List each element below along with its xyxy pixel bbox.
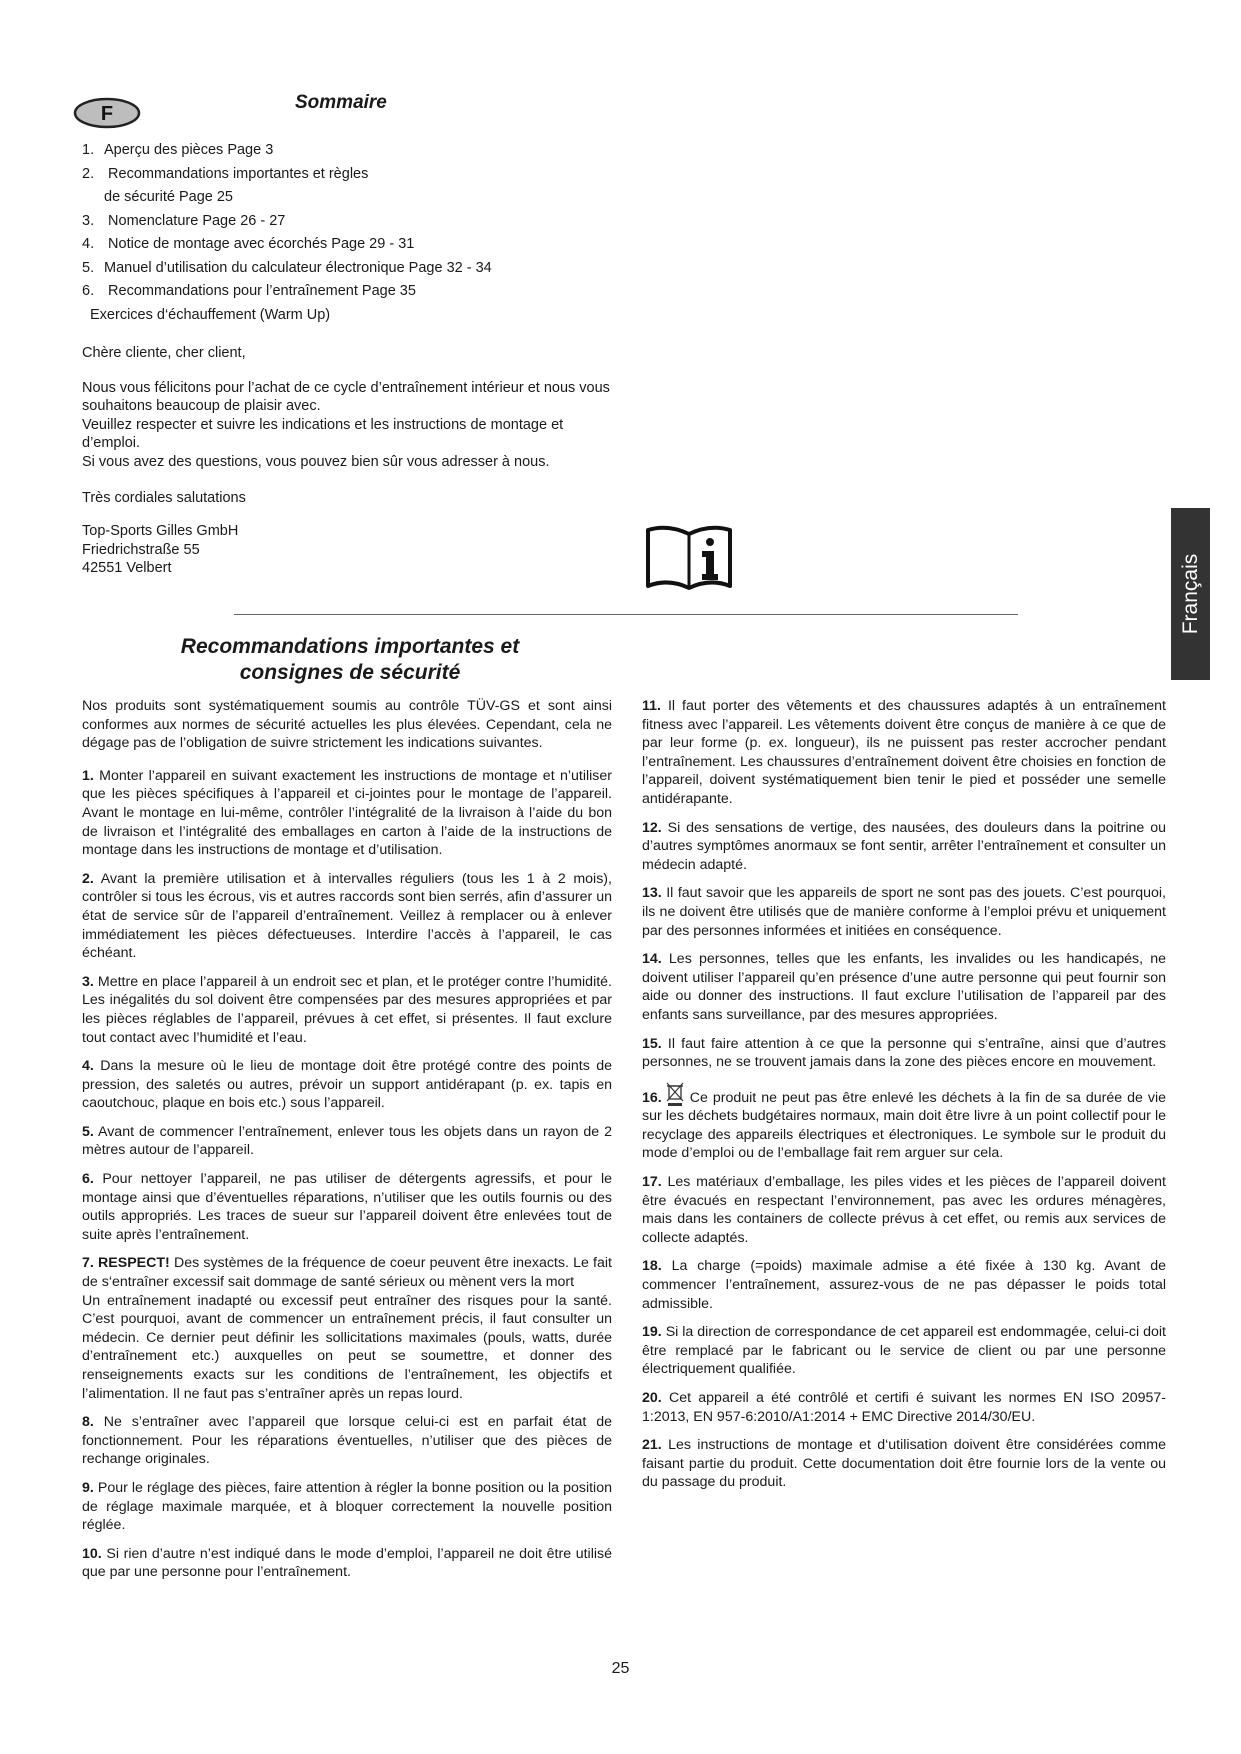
- safety-item-5: 5. Avant de commencer l’entraînement, enlever tous les objets dans un rayon de 2 mètres autour de l’appareil.: [82, 1123, 612, 1159]
- safety-item-10: 10. Si rien d’autre n’est indiqué dans le mode d’emploi, l’appareil ne doit être utilisé que par une personne pour l’entraînement.: [82, 1545, 612, 1581]
- safety-item-21: 21. Les instructions de montage et d‘utilisation doivent être considérées comme faisant partie du produit. Cette documentation doit être fournie lors de la vente ou du passage du produit.: [642, 1437, 1166, 1491]
- intro-letter: [82, 344, 612, 508]
- toc-item: 6. Recommandations pour l’entraînement Page 35: [82, 283, 416, 299]
- safety-item-8: 8. Ne s’entraîner avec l’appareil que lorsque celui-ci est en parfait état de fonctionnement. Pour les réparations éventuelles, n’utiliser que des pièces de rechange originales.: [82, 1414, 612, 1468]
- toc-item: 1. Aperçu des pièces Page 3: [82, 142, 274, 158]
- info-book-icon: [644, 520, 734, 592]
- safety-column-left: [82, 697, 612, 1592]
- safety-item-19: 19. Si la direction de correspondance de cet appareil est endommagée, celui-ci doit être remplacé par le fabricant ou le service de client ou par une personne électriquement qualifiée.: [642, 1324, 1166, 1378]
- safety-item-9: 9. Pour le réglage des pièces, faire attention à régler la bonne position ou la position de réglage maximale marquée, et à bloquer correctement la nouvelle position réglée.: [82, 1479, 612, 1534]
- safety-item-18: 18. La charge (=poids) maximale admise a été fixée à 130 kg. Avant de commencer l’entraînement, assurez-vous de ne pas dépasser le poids total admissible.: [642, 1258, 1166, 1312]
- safety-item-20: 20. Cet appareil a été contrôlé et certifi é suivant les normes EN ISO 20957-1:2013, EN 957-6:2010/A1:2014 + EMC Directive 2014/30/EU.: [642, 1390, 1166, 1425]
- safety-item-16: 16. Ce produit ne peut pas être enlevé les déchets à la fin de sa durée de vie sur les déchets budgétaires normaux, main doit être livre à un point collectif pour le recyclage des appareils électriques et électroniques. Le symbole sur le produit du mode d’emploi ou de l’emballage fait rem arguer sur cela.: [642, 1082, 1166, 1163]
- safety-item-2: 2. Avant la première utilisation et à intervalles réguliers (tous les 1 à 2 mois), contrôler si tous les écrous, vis et autres raccords sont bien serrés, afin d’assurer un état de service sûr de l’appareil d’entraînement. Veillez à remplacer ou à enlever immédiatement les pièces défectueuses. Interdire l’accès à l’appareil, le cas échéant.: [82, 870, 612, 962]
- safety-item-7-extra: Un entraînement inadapté ou excessif peut entraîner des risques pour la santé. C’est pourquoi, avant de commencer un entraînement précis, il faut consulter un médecin. Ce dernier peut définir les sollicitations maximales (pouls, watts, durée d’entraînement etc.) auxquelles on peut se soumettre, et donner des renseignements exacts sur les conditions de l’entraînement, les objectifs et l’alimentation. Il ne faut pas s’entraîner après un repas lourd.: [82, 1292, 612, 1402]
- toc-title: Sommaire: [295, 92, 387, 113]
- language-side-tab: [1171, 508, 1210, 680]
- table-of-contents: [82, 139, 782, 327]
- page-number: 25: [611, 1660, 630, 1677]
- toc-item: 5. Manuel d’utilisation du calculateur électronique Page 32 - 34: [82, 259, 492, 276]
- section-title: Recommandations importantes et consignes de sécurité: [180, 635, 520, 684]
- safety-lead: Nos produits sont systématiquement soumis au contrôle TÜV-GS et sont ainsi conformes aux normes de sécurité actuelles les plus élevées. Cependant, cela ne dégage pas de l’obligation de suivre strictement les indications suivantes.: [82, 698, 612, 752]
- intro-body-3: Si vous avez des questions, vous pouvez bien sûr vous adresser à nous.: [82, 453, 550, 470]
- safety-column-right: [642, 697, 1166, 1502]
- safety-item-15: 15. Il faut faire attention à ce que la personne qui s’entraîne, ainsi que d’autres personnes, ne se trouvent jamais dans la zone des pièces encore en mouvement.: [642, 1035, 1166, 1071]
- intro-body-2: Veuillez respecter et suivre les indications et les instructions de montage et d’emploi.: [82, 416, 564, 451]
- toc-item-continuation: de sécurité Page 25: [104, 189, 233, 205]
- language-badge-f: [73, 96, 141, 130]
- sender-address: [82, 522, 238, 578]
- language-badge-letter: F: [100, 103, 114, 125]
- toc-item: 3. Nomenclature Page 26 - 27: [82, 212, 286, 229]
- safety-item-3: 3. Mettre en place l’appareil à un endroit sec et plan, et le protéger contre l’humidité. Les inégalités du sol doivent être compensées par des mesures appropriées et par les pièces réglables de l’appareil, prévues à cet effet, si présentes. Il faut exclure tout contact avec l’humidité et l’eau.: [82, 973, 612, 1046]
- language-side-tab-label: Français: [1178, 553, 1202, 635]
- safety-item-13: 13. Il faut savoir que les appareils de sport ne sont pas des jouets. C’est pourquoi, ils ne doivent être utilisés que de manière conforme à l’emploi prévu et uniquement par des personnes informées et initiées en conséquence.: [642, 885, 1166, 939]
- toc-item: 4. Notice de montage avec écorchés Page 29 - 31: [82, 236, 415, 252]
- weee-bin-icon: [666, 1082, 684, 1106]
- safety-item-1: 1. Monter l’appareil en suivant exactement les instructions de montage et n’utiliser que les pièces spécifiques à l’appareil et ci-jointes pour le montage de l’appareil. Avant le montage en lui-même, contrôler l’intégralité de la livraison à l’aide du bon de livraison et l’intégralité des emballages en carton à l’aide de la instructions de montage dans les instructions de montage et d’utilisation.: [82, 767, 612, 859]
- toc-item-extra: Exercices d‘échauffement (Warm Up): [90, 306, 331, 323]
- safety-item-4: 4. Dans la mesure où le lieu de montage doit être protégé contre des points de pression, des saletés ou autres, prévoir un support antidérapant (p. ex. tapis en caoutchouc, plaque en bois etc.) sous l’appareil.: [82, 1058, 612, 1112]
- sender-street: Friedrichstraße 55: [82, 541, 200, 558]
- safety-item-6: 6. Pour nettoyer l’appareil, ne pas utiliser de détergents agressifs, et pour le montage ainsi que d’éventuelles réparations, n’utiliser que les outils fournis ou des outils appropriés. Les traces de sueur sur l’appareil doivent être enlevées tout de suite après l’entraînement.: [82, 1171, 612, 1243]
- safety-item-11: 11. Il faut porter des vêtements et des chaussures adaptés à un entraînement fitness avec l’appareil. Les vêtements doivent être conçus de manière à ce que de par leur forme (p. ex. longueur), ils ne puissent pas rester accrocher pendant l’entraînement. Les chaussures d’entraînement doivent être choisies en fonction de l’appareil, doivent systématiquement bien tenir le pied et posséder une semelle antidérapante.: [642, 698, 1166, 807]
- closing: Très cordiales salutations: [82, 490, 246, 506]
- safety-item-12: 12. Si des sensations de vertige, des nausées, des douleurs dans la poitrine ou d’autres symptômes anormaux se font sentir, arrêter l’entraînement et consulter un médecin adapté.: [642, 819, 1166, 873]
- toc-item: 2. Recommandations importantes et règles: [82, 165, 369, 182]
- greeting: Chère cliente, cher client,: [82, 345, 246, 361]
- safety-item-17: 17. Les matériaux d’emballage, les piles vides et les pièces de l’appareil doivent être évacués en respectant l’environnement, pas avec les ordures ménagères, mais dans les containers de collecte prévus à cet effet, ou remis aux services de collecte adaptés.: [642, 1174, 1166, 1246]
- sender-city: 42551 Velbert: [82, 560, 172, 576]
- section-divider: [234, 614, 1018, 615]
- intro-body-1: Nous vous félicitons pour l’achat de ce cycle d’entraînement intérieur et nous vous souhaitons beaucoup de plaisir avec.: [82, 379, 610, 414]
- sender-company: Top-Sports Gilles GmbH: [82, 523, 239, 539]
- safety-item-7: 7. RESPECT! Des systèmes de la fréquence de coeur peuvent être inexacts. Le fait de s‘entraîner excessif sait dommage de santé sérieux ou mènent vers la mort: [82, 1255, 612, 1291]
- safety-item-14: 14. Les personnes, telles que les enfants, les invalides ou les handicapés, ne doivent utiliser l’appareil qu’en présence d’une autre personne qui peut fournir son aide ou donner des instructions. Il faut exclure l’utilisation de l’appareil par des enfants sans surveillance, par des mesures appropriées.: [642, 951, 1166, 1023]
